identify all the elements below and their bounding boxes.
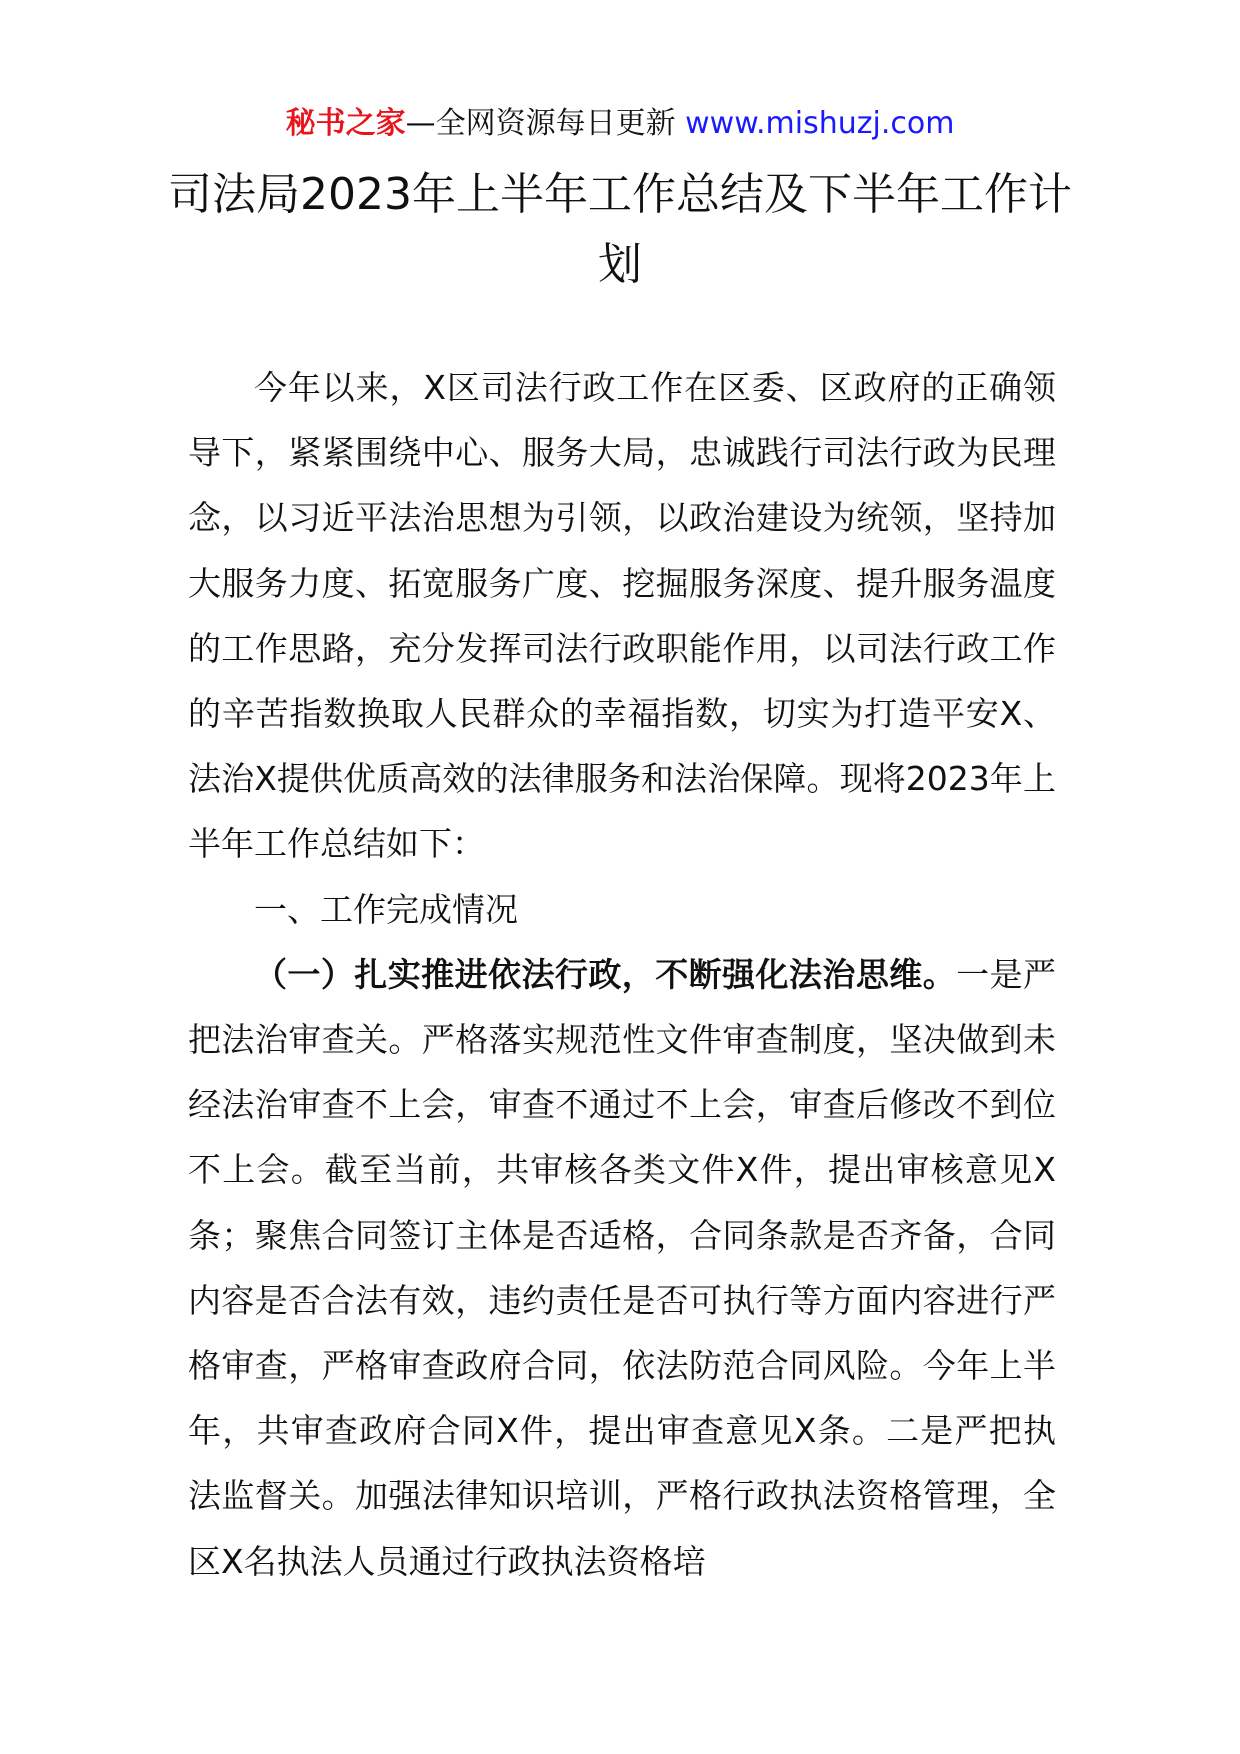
subsection-paragraph bbox=[188, 942, 1056, 1594]
document-body bbox=[188, 355, 1056, 1594]
site-url: www.mishuzj.com bbox=[685, 106, 955, 141]
subsection-text: 一是严把法治审查关。严格落实规范性文件审查制度，坚决做到未经法治审查不上会，审查不通过不上会，审查后修改不到位不上会。截至当前，共审核各类文件X件，提出审核意见X条；聚焦合同签订主体是否适格，合同条款是否齐备，合同内容是否合法有效，违约责任是否可执行等方面内容进行严格审查，严格审查政府合同，依法防范合同风险。今年上半年，共审查政府合同X件，提出审查意见X条。二是严把执法监督关。加强法律知识培训，严格行政执法资格管理，全区X名执法人员通过行政执法资格培 bbox=[188, 954, 1057, 1581]
intro-paragraph: 今年以来，X区司法行政工作在区委、区政府的正确领导下，紧紧围绕中心、服务大局，忠诚践行司法行政为民理念，以习近平法治思想为引领，以政治建设为统领，坚持加大服务力度、拓宽服务广度、挖掘服务深度、提升服务温度的工作思路，充分发挥司法行政职能作用，以司法行政工作的辛苦指数换取人民群众的幸福指数，切实为打造平安X、法治X提供优质高效的法律服务和法治保障。现将2023年上半年工作总结如下： bbox=[188, 368, 1056, 864]
site-brand-name: 秘书之家 bbox=[285, 106, 406, 141]
section-heading: 一、工作完成情况 bbox=[254, 889, 518, 929]
site-watermark-header bbox=[0, 104, 1240, 144]
document-title: 司法局2023年上半年工作总结及下半年工作计划 bbox=[168, 169, 1072, 290]
site-tagline: —全网资源每日更新 bbox=[405, 106, 676, 141]
subsection-bold-lead: （一）扎实推进依法行政，不断强化法治思维。 bbox=[254, 954, 957, 994]
